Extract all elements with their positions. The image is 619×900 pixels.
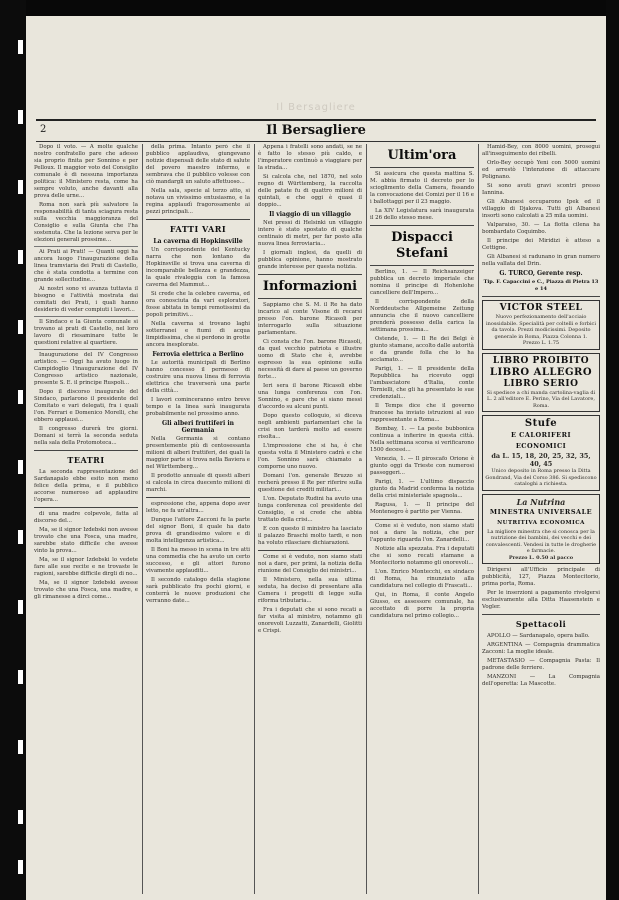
divider [34, 316, 138, 317]
article-paragraph: Berlino, 1. — Il Reichsanzeiger pubblica un decreto imperiale che nomina il principe di Hohenlohe cancelliere dell'Impero... [370, 269, 474, 296]
ad-text: Nuovo perfezionamento dell'acciaio inossidabile. Specialità per coltelli e forbici da tavola. Prezzi modicissimi. Deposito generale in Roma, Piazza Colonna 1. [486, 314, 596, 340]
article-paragraph: Il Ministero, nella sua ultima seduta, ha deciso di presentare alla Camera i progetti di legge sulla riforma tributaria... [258, 577, 362, 604]
scan-border-top [0, 0, 619, 16]
article-paragraph: Il corrispondente della Norddeutsche Allgemeine Zeitung annuncia che il nuovo cancelliere prenderà possesso della carica la settimana prossima... [370, 299, 474, 333]
divider [34, 246, 138, 247]
article-paragraph: Come si è veduto, non siamo stati noi a dare la notizia, che per l'appunto riguarda l'on. Zanardelli... [370, 523, 474, 543]
punch-mark [18, 390, 23, 404]
newspaper-name: Il Bersagliere [266, 123, 366, 138]
article-paragraph: Si calcola che, nel 1870, nel solo regno di Württemberg, la raccolta delle patate fu di quattro milioni di quintali, e che oggi è quasi il doppio... [258, 174, 362, 208]
divider [370, 265, 474, 266]
article-paragraph: Domani l'on. generale Bruzzo si recherà presso il Re per riferire sulla questione dei crediti militari... [258, 473, 362, 493]
ad-subtitle: NUTRITIVA ECONOMICA [497, 519, 585, 526]
article-paragraph: Gli Albanesi si radunano in gran numero nella vallata del Drin. [482, 254, 600, 267]
article-paragraph: Notizie alla spezzata. Fra i deputati che si sono recati stamane a Montecitorio notammo gli onorevoli... [370, 546, 474, 566]
gerente-line: G. TURCO, Gerente resp. [499, 270, 583, 277]
article-paragraph: Ma, se il signor Izdebski non avesse trovato che una Fosca, una madre, sarebbe stato difficile che avesse vinto la prova... [34, 527, 138, 554]
ad-title: LIBRO SERIO [503, 378, 579, 389]
article-paragraph: Gli Albanesi occuparono Ipek ed il villaggio di Djakova. Tutti gli Albanesi insorti sono calcolati a 25 mila uomini. [482, 199, 600, 219]
column-1 [34, 144, 138, 894]
punch-mark [18, 460, 23, 474]
article-paragraph: Fra i deputati che si sono recati a far visita al ministro, notammo gli onorevoli Luzzatti, Zanardelli, Giolitti e Crispi. [258, 607, 362, 634]
section-heading-fatti-vari: FATTI VARI [169, 224, 227, 234]
article-paragraph: Ai Prati ai Prati! — Quanti oggi ha ancora luogo l'inaugurazione della linea tramviaria dei Prati di Castello, che è stata condotta a termine con grande sollecitudine... [34, 249, 138, 283]
article-paragraph: Il congresso durerà tre giorni. Domani si terrà la seconda seduta nella sala della Protomoteca... [34, 426, 138, 446]
article-paragraph: METASTASIO — Compagnia Pasta: Il padrone delle ferriere. [482, 658, 600, 671]
advertisement-stufe [482, 415, 600, 491]
article-paragraph: di una madre colpevole, fatta al discorso del... [34, 511, 138, 524]
article-paragraph: Nella Germania si contano presentemente più di centosessanta milioni di alberi fruttiferi, dei quali la maggior parte si trova nella Baviera e nel Württemberg... [146, 436, 250, 470]
article-paragraph: La XIV Legislatura sarà inaugurata il 26 dello stesso mese. [370, 208, 474, 221]
article-paragraph: Si sono avuti gravi scontri presso Iannina. [482, 183, 600, 196]
punch-mark [18, 860, 23, 874]
ad-title: Stufe [524, 418, 558, 429]
divider [258, 550, 362, 551]
punch-mark [18, 600, 23, 614]
article-paragraph: Il prodotto annuale di questi alberi si calcola in circa duecento milioni di marchi. [146, 473, 250, 493]
article-paragraph: Nella caverna si trovano laghi sotterranei e fiumi di acqua limpidissima, che si perdono in grotte ancora inesplorate. [146, 321, 250, 348]
article-paragraph: Dopo questo colloquio, si diceva negli ambienti parlamentari che la crisi non tarderà molto ad essere risolta... [258, 413, 362, 440]
article-paragraph: Inaugurazione del IV Congresso artistico. — Oggi ha avuto luogo in Campidoglio l'inaugurazione del IV Congresso artistico nazionale, presente S. E. il principe Ruspoli... [34, 352, 138, 386]
section-heading-spettacoli: Spettacoli [515, 619, 567, 629]
column-rule [254, 144, 255, 894]
newspaper-page [26, 16, 606, 900]
article-paragraph: Un corrispondente del Kentucky narra che non lontano da Hopkinsville si trova una caverna di incomparabile bellezza e grandezza, la quale rivaleggia con la famosa caverna del Mammut... [146, 247, 250, 288]
scan-border-left [0, 0, 26, 900]
divider [258, 298, 362, 299]
punch-mark [18, 740, 23, 754]
section-heading-ultima-ora: Ultim'ora [387, 148, 457, 163]
article-paragraph: Hamid-Bey, con 8000 uomini, proseguì all'inseguimento dei ribelli. [482, 144, 600, 157]
article-paragraph: I lavori cominceranno entro breve tempo e la linea sarà inaugurata probabilmente nel prossimo anno. [146, 397, 250, 417]
article-paragraph: Dopo il voto. — A molte qualche nostro confratello pare che adesso sia proprio finita per Sonnino e per Pelloux. Il maggior voto del Consiglio comunale è di nessuna importanza politica: il Ministero resta, come ha sempre voluto, anche davanti alla prova delle urne... [34, 144, 138, 199]
section-heading-dispacci-stefani: Dispacci Stefani [391, 230, 453, 261]
divider [34, 507, 138, 508]
typography-line: Tip. F. Capaccini e C., Piazza di Pietra 13 e 14 [483, 279, 599, 292]
article-paragraph: Nei pressi di Helsinki un villaggio intero è stato spostato di qualche centinaio di metri, per far posto alla nuova linea ferroviaria... [258, 220, 362, 247]
article-paragraph: Il Temps dice che il governo francese ha inviato istruzioni al suo rappresentante a Roma... [370, 403, 474, 423]
ad-text: La migliore minestra che si conosca per la nutrizione dei bambini, dei vecchi e dei convalescenti. Vendesi in tutte le drogherie e farmacie. [485, 528, 597, 554]
article-paragraph: Ragusa, 1. — Il principe del Montenegro è partito per Vienna. [370, 502, 474, 515]
article-paragraph: Il principe dei Miridizi è atteso a Cettigne. [482, 238, 600, 251]
divider [146, 219, 250, 220]
column-rule [366, 144, 367, 894]
ad-subtitle: E CALORIFERI ECONOMICI [510, 431, 572, 450]
article-paragraph: Si crede che la celebre caverna, ed ora conosciuta da vari esploratori, fosse abitata in tempi remotissimi da popoli primitivi... [146, 291, 250, 318]
ad-text: Unico deposito in Roma presso la Ditta Gondrand, Via del Corso 386. Si spediscono cataloghi a richiesta. [485, 468, 597, 487]
divider [34, 349, 138, 350]
article-subheading: Gli alberi fruttiferi in Germania [162, 420, 234, 434]
article-paragraph: Qui, in Roma, il conte Angelo Giusso, ex assessore comunale, ha accettato di porre la propria candidatura nel primo collegio... [370, 592, 474, 619]
article-paragraph: Il Sindaco e la Giunta comunale si trovano ai prati di Castello, nel loro lavoro di riesaminare tutte le questioni relative al quartiere. [34, 319, 138, 346]
article-paragraph: Le autorità municipali di Berlino hanno concesso il permesso di costruire una nuova linea di ferrovia elettrica che traverserà una parte della città... [146, 360, 250, 394]
punch-mark [18, 40, 23, 54]
advertisement-victor-steel [482, 300, 600, 350]
advertisement-libro-proibito [482, 353, 600, 413]
article-paragraph: ARGENTINA — Compagnia drammatica Zacconi: La moglie ideale. [482, 642, 600, 655]
article-paragraph: Ostende, 1. — Il Re dei Belgi è giunto stamane, accolto dalle autorità e da grande folla che lo ha acclamato... [370, 336, 474, 363]
ad-prices: da L. 15, 18, 20, 25, 32, 35, 40, 45 [491, 452, 591, 468]
article-paragraph: Come si è veduto, non siamo stati noi a dare, per primi, la notizia della riunione del Consiglio dei ministri... [258, 554, 362, 574]
divider [258, 274, 362, 275]
article-paragraph: Il secondo catalogo della stagione sarà pubblicato fra pochi giorni, e conterrà le nuove produzioni che verranno date... [146, 577, 250, 604]
article-paragraph: Bombay, 1. — La peste bubbonica continua a infierire in questa città. Nella settimana scorsa si verificarono 1500 decessi... [370, 426, 474, 453]
punch-mark [18, 530, 23, 544]
article-paragraph: Ci consta che l'on. barone Ricasoli, da quel vecchio patriota e illustre uomo di Stato che è, avrebbe espresso la sua opinione sulla necessità di dare al paese un governo forte... [258, 339, 362, 380]
section-heading-informazioni: Informazioni [262, 279, 358, 294]
article-paragraph: Dopo il discorso inaugurale del Sindaco, parlarono il presidente del Comitato e vari delegati, fra i quali l'on. Ferrari e Domenico Morelli, che ebbero applausi... [34, 389, 138, 423]
article-paragraph: Parigi, 1. — L'ultimo dispaccio giunto da Madrid conferma la notizia della crisi ministeriale spagnola... [370, 479, 474, 499]
divider [482, 614, 600, 615]
article-paragraph: Venezia, 1. — Il piroscafo Orione è giunto oggi da Trieste con numerosi passeggeri... [370, 456, 474, 476]
column-4 [370, 144, 474, 894]
ad-text: Si spedisce a chi manda cartolina-vaglia di L. 2 all'editore E. Perino, Via del Lavatore, Roma. [486, 389, 596, 409]
article-paragraph: Ai nostri sono vi avanza tuttavia il bisogno e l'attività mostrata dai comitati dei Prati, i quali hanno desiderio di veder compiuti i lavori... [34, 286, 138, 313]
article-paragraph: Appena i fratelli sono andati, se ne è fatto lo stesso più caldo, e l'imperatore continuò a viaggiare per la strada... [258, 144, 362, 171]
column-3 [258, 144, 362, 894]
punch-mark [18, 110, 23, 124]
article-paragraph: Orlo-Bey occupò Yeni con 5000 uomini ed arrestò l'intenzione di attaccare Polignano. [482, 160, 600, 180]
article-paragraph: Parigi, 1. — Il presidente della Repubblica ha ricevuto oggi l'ambasciatore d'Italia, conte Tornielli, che gli ha presentato le sue credenziali... [370, 366, 474, 400]
ad-title: La Nutrina [516, 496, 566, 507]
divider [34, 450, 138, 451]
article-paragraph: Ma, se il signor Izdebski avesse trovato che una Fosca, una madre, e gli rimanesse a dirci come... [34, 580, 138, 600]
ad-title: VICTOR STEEL [499, 303, 583, 313]
page-number: 2 [40, 124, 47, 135]
article-paragraph: L'impressione che si ha, è che questa volta il Ministero cadrà e che l'on. Sonnino sarà chiamato a comporne uno nuovo. [258, 443, 362, 470]
section-heading-teatri: TEATRI [67, 455, 105, 465]
column-5 [482, 144, 600, 894]
column-rule [478, 144, 479, 894]
article-paragraph: espressione che, appena dopo aver letto, ne fa un'altra... [146, 501, 250, 514]
ad-price: Prezzo L. 0.50 al pacco [508, 554, 574, 561]
divider [482, 296, 600, 297]
article-subheading: Ferrovia elettrica a Berlino [152, 351, 244, 358]
punch-mark [18, 250, 23, 264]
divider [370, 519, 474, 520]
article-paragraph: I giornali inglesi, da quelli di pubblica opinione, hanno mostrato grande interesse per questa notizia. [258, 250, 362, 270]
divider [370, 167, 474, 168]
article-paragraph: Nella sala, specie al terzo atto, si notava un vivissimo entusiasmo, e la regina applaudì fragorosamente ai pezzi principali... [146, 188, 250, 215]
divider [370, 225, 474, 226]
article-paragraph: Sappiamo che S. M. il Re ha dato incarico al conte Visone di recarsi presso l'on. barone Ricasoli per interrogarlo sulla situazione parlamentare. [258, 302, 362, 336]
article-paragraph: L'on. Enrico Montecchi, ex sindaco di Roma, ha rinunziato alla candidatura nel collegio di Frascati... [370, 569, 474, 589]
article-paragraph: Dunque l'attore Zacconi fu la parte del signor Boni, il quale ha dato prova di grandissimo valore e di molta intelligenza artistica... [146, 517, 250, 544]
article-paragraph: Ma, se il signor Izdebski lo vedete fare alle sue recite e ne trovaste le ragioni, sarebbe difficile dirgli di no... [34, 557, 138, 577]
punch-mark [18, 810, 23, 824]
divider [146, 497, 250, 498]
ad-subtitle: MINESTRA UNIVERSALE [489, 507, 593, 516]
ad-title: LIBRO ALLEGRO [489, 366, 593, 378]
article-subheading: La caverna di Hopkinsville [153, 238, 243, 245]
punch-mark [18, 670, 23, 684]
ad-price: Prezzo L. 1.75 [522, 340, 560, 346]
ad-title: LIBRO PROIBITO [492, 355, 590, 366]
article-paragraph: Dirigersi all'Ufficio principale di pubblicità, 127, Piazza Montecitorio, prima porta, Roma. [482, 567, 600, 587]
punch-mark [18, 320, 23, 334]
advertisement-nutrina [482, 494, 600, 565]
article-subheading: Il viaggio di un villaggio [269, 211, 351, 218]
article-paragraph: Il Boni ha messo in scena in tre atti una commedia che ha avuto un certo successo, e gli attori furono vivamente applauditi... [146, 547, 250, 574]
article-paragraph: Si assicura che questa mattina S. M. abbia firmato il decreto per lo scioglimento della Camera, fissando la convocazione dei Comizi per il 16 e i ballottaggi per il 23 maggio. [370, 171, 474, 205]
scan-border-right [606, 0, 619, 900]
article-paragraph: APOLLO — Sardanapalo, opera ballo. [487, 633, 590, 639]
page-masthead [36, 119, 596, 142]
column-2 [146, 144, 250, 894]
article-paragraph: Valparaiso, 30. — La flotta cilena ha bombardato Coquimbo. [482, 222, 600, 235]
article-paragraph: Ieri sera il barone Ricasoli ebbe una lunga conferenza con l'on. Sonnino, e pare che si siano messi d'accordo su alcuni punti. [258, 383, 362, 410]
article-paragraph: La seconda rappresentazione del Sardanapalo ebbe esito non meno felice della prima, e il pubblico accorse numeroso ad applaudire l'opera... [34, 469, 138, 503]
column-rule [142, 144, 143, 894]
article-paragraph: L'on. Deputato Rudini ha avuto una lunga conferenza col presidente del Consiglio, e si crede che abbia trattato della crisi... [258, 496, 362, 523]
article-paragraph: Per le inserzioni a pagamento rivolgersi esclusivamente alla Ditta Haasenstein e Vogler. [482, 590, 600, 610]
punch-mark [18, 180, 23, 194]
article-paragraph: Roma non sarà più salvatore la responsabilità di tanta sciagura resta sulla vecchia maggioranza del Consiglio e sulla Giunta che l'ha sostenuta. Che la lezione serva per le elezioni generali prossime... [34, 202, 138, 243]
article-paragraph: E con questo il ministro ha lasciato il palazzo Braschi molto tardi, e non ha voluto rilasciare dichiarazioni. [258, 526, 362, 546]
bleedthrough-heading: Il Bersagliere [276, 102, 356, 113]
article-paragraph: della prima. Intanto però che il pubblico applaudiva, giungevano notizie dispensali delle stato di salute del povero maestro infermo, e sembrava che il pubblico volesse con ciò mandargli un saluto affettuoso... [146, 144, 250, 185]
article-paragraph: MANZONI — La Compagnia dell'operetta: La Mascotte. [482, 674, 600, 687]
